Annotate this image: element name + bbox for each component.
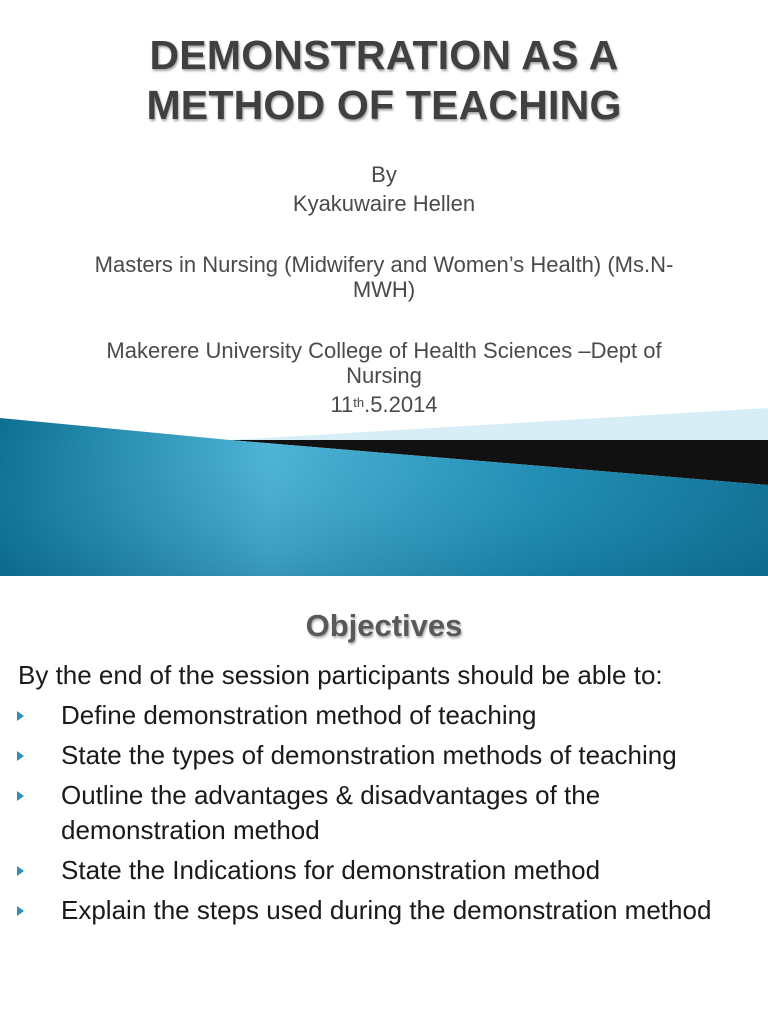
degree-line-2: MWH) <box>352 277 416 302</box>
bullet-text: Explain the steps used during the demonstration method <box>61 895 712 925</box>
bullet-text: State the types of demonstration methods of teaching <box>61 740 677 770</box>
list-item <box>0 853 768 888</box>
slide-title <box>0 30 768 130</box>
title-line-1: DEMONSTRATION AS A <box>149 32 619 78</box>
bullet-text: State the Indications for demonstration method <box>61 855 601 885</box>
author-name: Kyakuwaire Hellen <box>292 191 476 216</box>
triangle-bullet-icon <box>17 751 24 761</box>
date-rest: .5.2014 <box>364 392 438 417</box>
by-label: By <box>371 162 397 187</box>
author-block <box>20 162 748 216</box>
degree-line-1: Masters in Nursing (Midwifery and Women’s Health) (Ms.N- <box>94 252 674 277</box>
title-line-2: METHOD OF TEACHING <box>146 82 622 128</box>
date-day: 11 <box>330 392 354 417</box>
list-item <box>0 893 768 928</box>
list-item <box>0 778 768 848</box>
triangle-bullet-icon <box>17 866 24 876</box>
institution-line-1: Makerere University College of Health Sciences –Dept of <box>106 338 662 363</box>
triangle-bullet-icon <box>17 791 24 801</box>
presentation-date <box>20 392 748 417</box>
list-item <box>0 738 768 773</box>
objectives-intro: By the end of the session participants should be able to: <box>18 660 663 690</box>
institution-block <box>20 338 748 417</box>
objectives-list <box>0 698 768 933</box>
objectives-heading: Objectives <box>305 608 463 643</box>
objectives-slide <box>0 580 768 1024</box>
list-item <box>0 698 768 733</box>
degree-block <box>20 252 748 302</box>
institution-line-2: Nursing <box>346 363 422 388</box>
date-ordinal: th <box>353 395 365 410</box>
triangle-bullet-icon <box>17 906 24 916</box>
triangle-bullet-icon <box>17 711 24 721</box>
bullet-text: Define demonstration method of teaching <box>61 700 537 730</box>
bullet-text: Outline the advantages & disadvantages of the demonstration method <box>61 780 601 845</box>
